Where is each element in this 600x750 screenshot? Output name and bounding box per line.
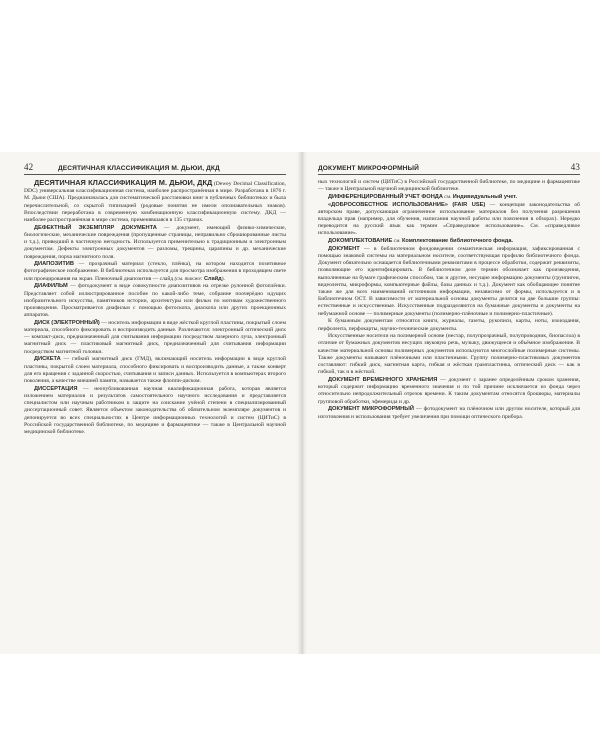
entry-polymer-documents	[318, 333, 580, 376]
entry-dewey	[24, 179, 286, 224]
cross-reference-target: Индивидуальный учет.	[452, 193, 518, 200]
entry-text: Искусственные носители на полимерной основе (нестар, полупрозрачный, полупроводник, биопаслоа) в отличие от бумажных документов несущих звуковую речь, музыку, движущееся и объёмное изображение. В качестве материальной основы полимерных документов используются многослойные полимерные системы. Также документы называют плёночными или пластичными. Группу полимерно-пластиковых документов составляют: гибкий диск, магнитная карта, гибкая и жёсткая грампластинка, оптический диск — как в гибкой, так и в жёсткой.	[318, 333, 580, 376]
entry-text: — фотодокумент на плёночном или другом носителе, который для изготовления и использования требует увеличения при помощи оптического прибора.	[318, 406, 580, 420]
entry-document	[318, 246, 580, 318]
entry-head: «ДОБРОСОВЕСТНОЕ ИСПОЛЬЗОВАНИЕ» (FAIR USE)	[328, 201, 486, 208]
entry-diskette	[24, 356, 286, 385]
entry-tail: ).	[221, 275, 225, 282]
cross-reference: (см. также:	[173, 275, 204, 282]
entry-text: — документ, имеющий физико-химические, биологические, механические повреждения (пропущенные страницы, неправильно сброшюрованные листы и т.д.), приведший в частичную негодность. Используется применительно к традиционным и электронным документам. Дефекты электронных документов — разломы, трещины, царапины и др. механические повреждения, порча магнитного поля.	[24, 224, 286, 260]
running-head-left-title: ДЕСЯТИЧНАЯ КЛАССИФИКАЦИЯ М. ДЬЮИ, ДКД	[58, 165, 220, 172]
entry-head: ДИССЕРТАЦИЯ	[34, 385, 78, 392]
entry-text: — концепция законодательства об авторском праве, допускающая ограниченное использование материалов без получения разрешения владельца прав (например, для обучения, написания научной работы или пояснения в обзорах). Нередко переводится на русский язык как термин «Справедливое использование». См. «справедливое использование».	[318, 201, 580, 237]
book-gutter	[297, 152, 307, 654]
entry-head: ДОКУМЕНТ МИКРОФОРМНЫЙ	[328, 406, 414, 413]
entry-head: ДОКУМЕНТ ВРЕМЕННОГО ХРАНЕНИЯ	[328, 376, 438, 383]
entry-fair-use	[318, 202, 580, 238]
entry-head: ДИАФИЛЬМ	[34, 283, 68, 290]
entry-paper-documents	[318, 318, 580, 332]
entry-differentiated-accounting	[318, 194, 580, 201]
entry-text: — в библиотечном фондоведении семантическая информация, зафиксированная с помощью знаковой системы на материальном носителе, соответствующая профилю библиотечного фонда. Документ обязательно оснащается библиотечными реквизитами в процессе обработки, содержит реквизиты, позволяющие его идентифицировать. В библиотечном деле термин обозначает как произведения, выполненные на бумаге графическим способом, так и другие, несущие информацию документы (грунпигеи, видеоленты, микроформы, компьютерные файлы, базы данных и т.д.). Документ как обобщающее понятие также же для всех наименований источников информации, независимо от формы, используется и в Библиотечном ОСТ. В зависимости от материальной основы документы делятся на две большие группы: естественные и искусственные. Искусственные подразделяются на бумажные документы и документы на небумажной основе — полимерные документы (полимерно-плёночные и полимерно-пластичные).	[318, 245, 580, 317]
entry-text: — фотодокумент в виде совокупности диапозитивов на отрезке рулонной фотоплёнки. Представляет собой иллюстрированное пособие по какой-либо теме, собрание поочерёдно идущих изобразительного искусства, памятников истории, архитектуры или фильм по мотивам художественного произведения. Просматривается диафильм с помощью фотоскопа, диаскопа или других проекционных аппаратов.	[24, 283, 286, 319]
entry-text: — неопубликованная научная квалификационная работа, которая является изложением материалов и результатов самостоятельного научного исследования и представляется специалистом или научным работником к защите на соискание учёной степени в специализированный диссертационный совет. Является объектом законодательства об обязательном экземпляре документов и депонируется во всех специальностях в Центре информационных технологий и систем (ЦИТиС) в Российской государственной библиотеке, по медицине и фармацевтике — также в Центральной научной медицинской библиотеке.	[24, 385, 286, 435]
entry-continuation: ных технологий и систем (ЦИТиС) в Российской государственной библиотеке, по медицине и фармацевтике — также в Центральной научной медицинской библиотеке.	[318, 179, 580, 193]
right-page	[318, 162, 580, 648]
entry-head: ДИАПОЗИТИВ	[34, 261, 75, 268]
entry-defective-copy	[24, 225, 286, 261]
running-head-right-title: ДОКУМЕНТ МИКРОФОРМНЫЙ	[318, 165, 419, 172]
entry-text: К бумажным документам относятся книги, журналы, газеты, рукописи, карты, ноты, изоиздания, перфолента, перфокарты, научно-технические документы.	[318, 318, 580, 332]
entry-text: (Dewey Decimal Classification, DDC) универсальная классификационная система, наиболее распространённая в мире. Разработана в 1876 г. М. Дьюи (США). Предназначалась для систематической расстановки книг в публичных библиотеках и была перечислительной, со скрытой типизацией (родовые понятия не имели опознавательных знаков). Впоследствии переработана в современную комбинационную классификационную систему. ДКД — наиболее распространённая в мире система, применявшаяся в 135 странах.	[24, 181, 286, 224]
entry-head: ДИФФЕРЕНЦИРОВАННЫЙ УЧЕТ ФОНДА	[328, 193, 443, 200]
entry-disk	[24, 320, 286, 356]
entry-temporary-document	[318, 377, 580, 406]
cross-reference: см.	[392, 238, 402, 245]
entry-microform-document	[318, 406, 580, 420]
left-page	[24, 162, 286, 648]
entry-head: ДОКУМЕНТ	[328, 245, 360, 252]
entry-text: — прозрачный материал (стекло, плёнка), на котором находится позитивное фотографическое изображение. В библиотеках используется для просмотра изображения в проходящем свете или проецирования на экран. Пленочный диапозитив — слайд	[24, 261, 286, 282]
cross-reference-target: Комплектование библиотечного фонда.	[402, 238, 513, 245]
entry-text: — носитель информации в виде жёсткой круглой пластины, покрытый слоем материала, способного фиксировать и воспроизводить данные. Различаются: электронный оптический диск — компакт-диск, предназначенный для считывания информации посредством лазерного луча, электронный магнитный диск — пластиковый магнитный диск, предназначенный для считывания информации посредством магнитной головки.	[24, 319, 286, 355]
entry-head: ДЕСЯТИЧНАЯ КЛАССИФИКАЦИЯ М. ДЬЮИ, ДКД	[34, 178, 213, 187]
book-spread	[0, 152, 600, 654]
entry-diapositive	[24, 261, 286, 283]
entry-head: ДИСКЕТА	[34, 356, 61, 363]
cross-reference: см.	[442, 193, 453, 200]
entry-head: ДОКОМПЛЕКТОВАНИЕ	[328, 238, 393, 245]
running-head-right	[318, 162, 580, 175]
entry-head: ДЕФЕКТНЫЙ ЭКЗЕМПЛЯР ДОКУМЕНТА	[34, 224, 157, 231]
entry-dissertation	[24, 386, 286, 436]
running-head-left	[24, 162, 286, 175]
page-number-left: 42	[24, 162, 34, 172]
entry-acquisition	[318, 238, 580, 245]
cross-reference-target: Слайд	[203, 275, 222, 282]
entry-text: — гибкий магнитный диск (ГМД), включающий носитель информации в виде круглой пластины, покрытой слоем материала, способного фиксировать и воспроизводить данные, а также конверт для его вращения с заданной скоростью, считывания и записи данных. Используется в компьютерах второго поколения, а качестве внешней памяти, называется также флоппи-диском.	[24, 356, 286, 384]
entry-text: — документ с заранее определённым сроком хранения, который содержит информацию временного значения и по той причине исключается из фонда через относительно непродолжительный отрезок времени. К таким документам относятся брошюры, материалы групповой обработки, эфемерида и др.	[318, 376, 580, 405]
page-number-right: 43	[570, 162, 580, 172]
entry-filmstrip	[24, 283, 286, 319]
entry-head: ДИСК (ЭЛЕКТРОННЫЙ)	[34, 319, 100, 326]
